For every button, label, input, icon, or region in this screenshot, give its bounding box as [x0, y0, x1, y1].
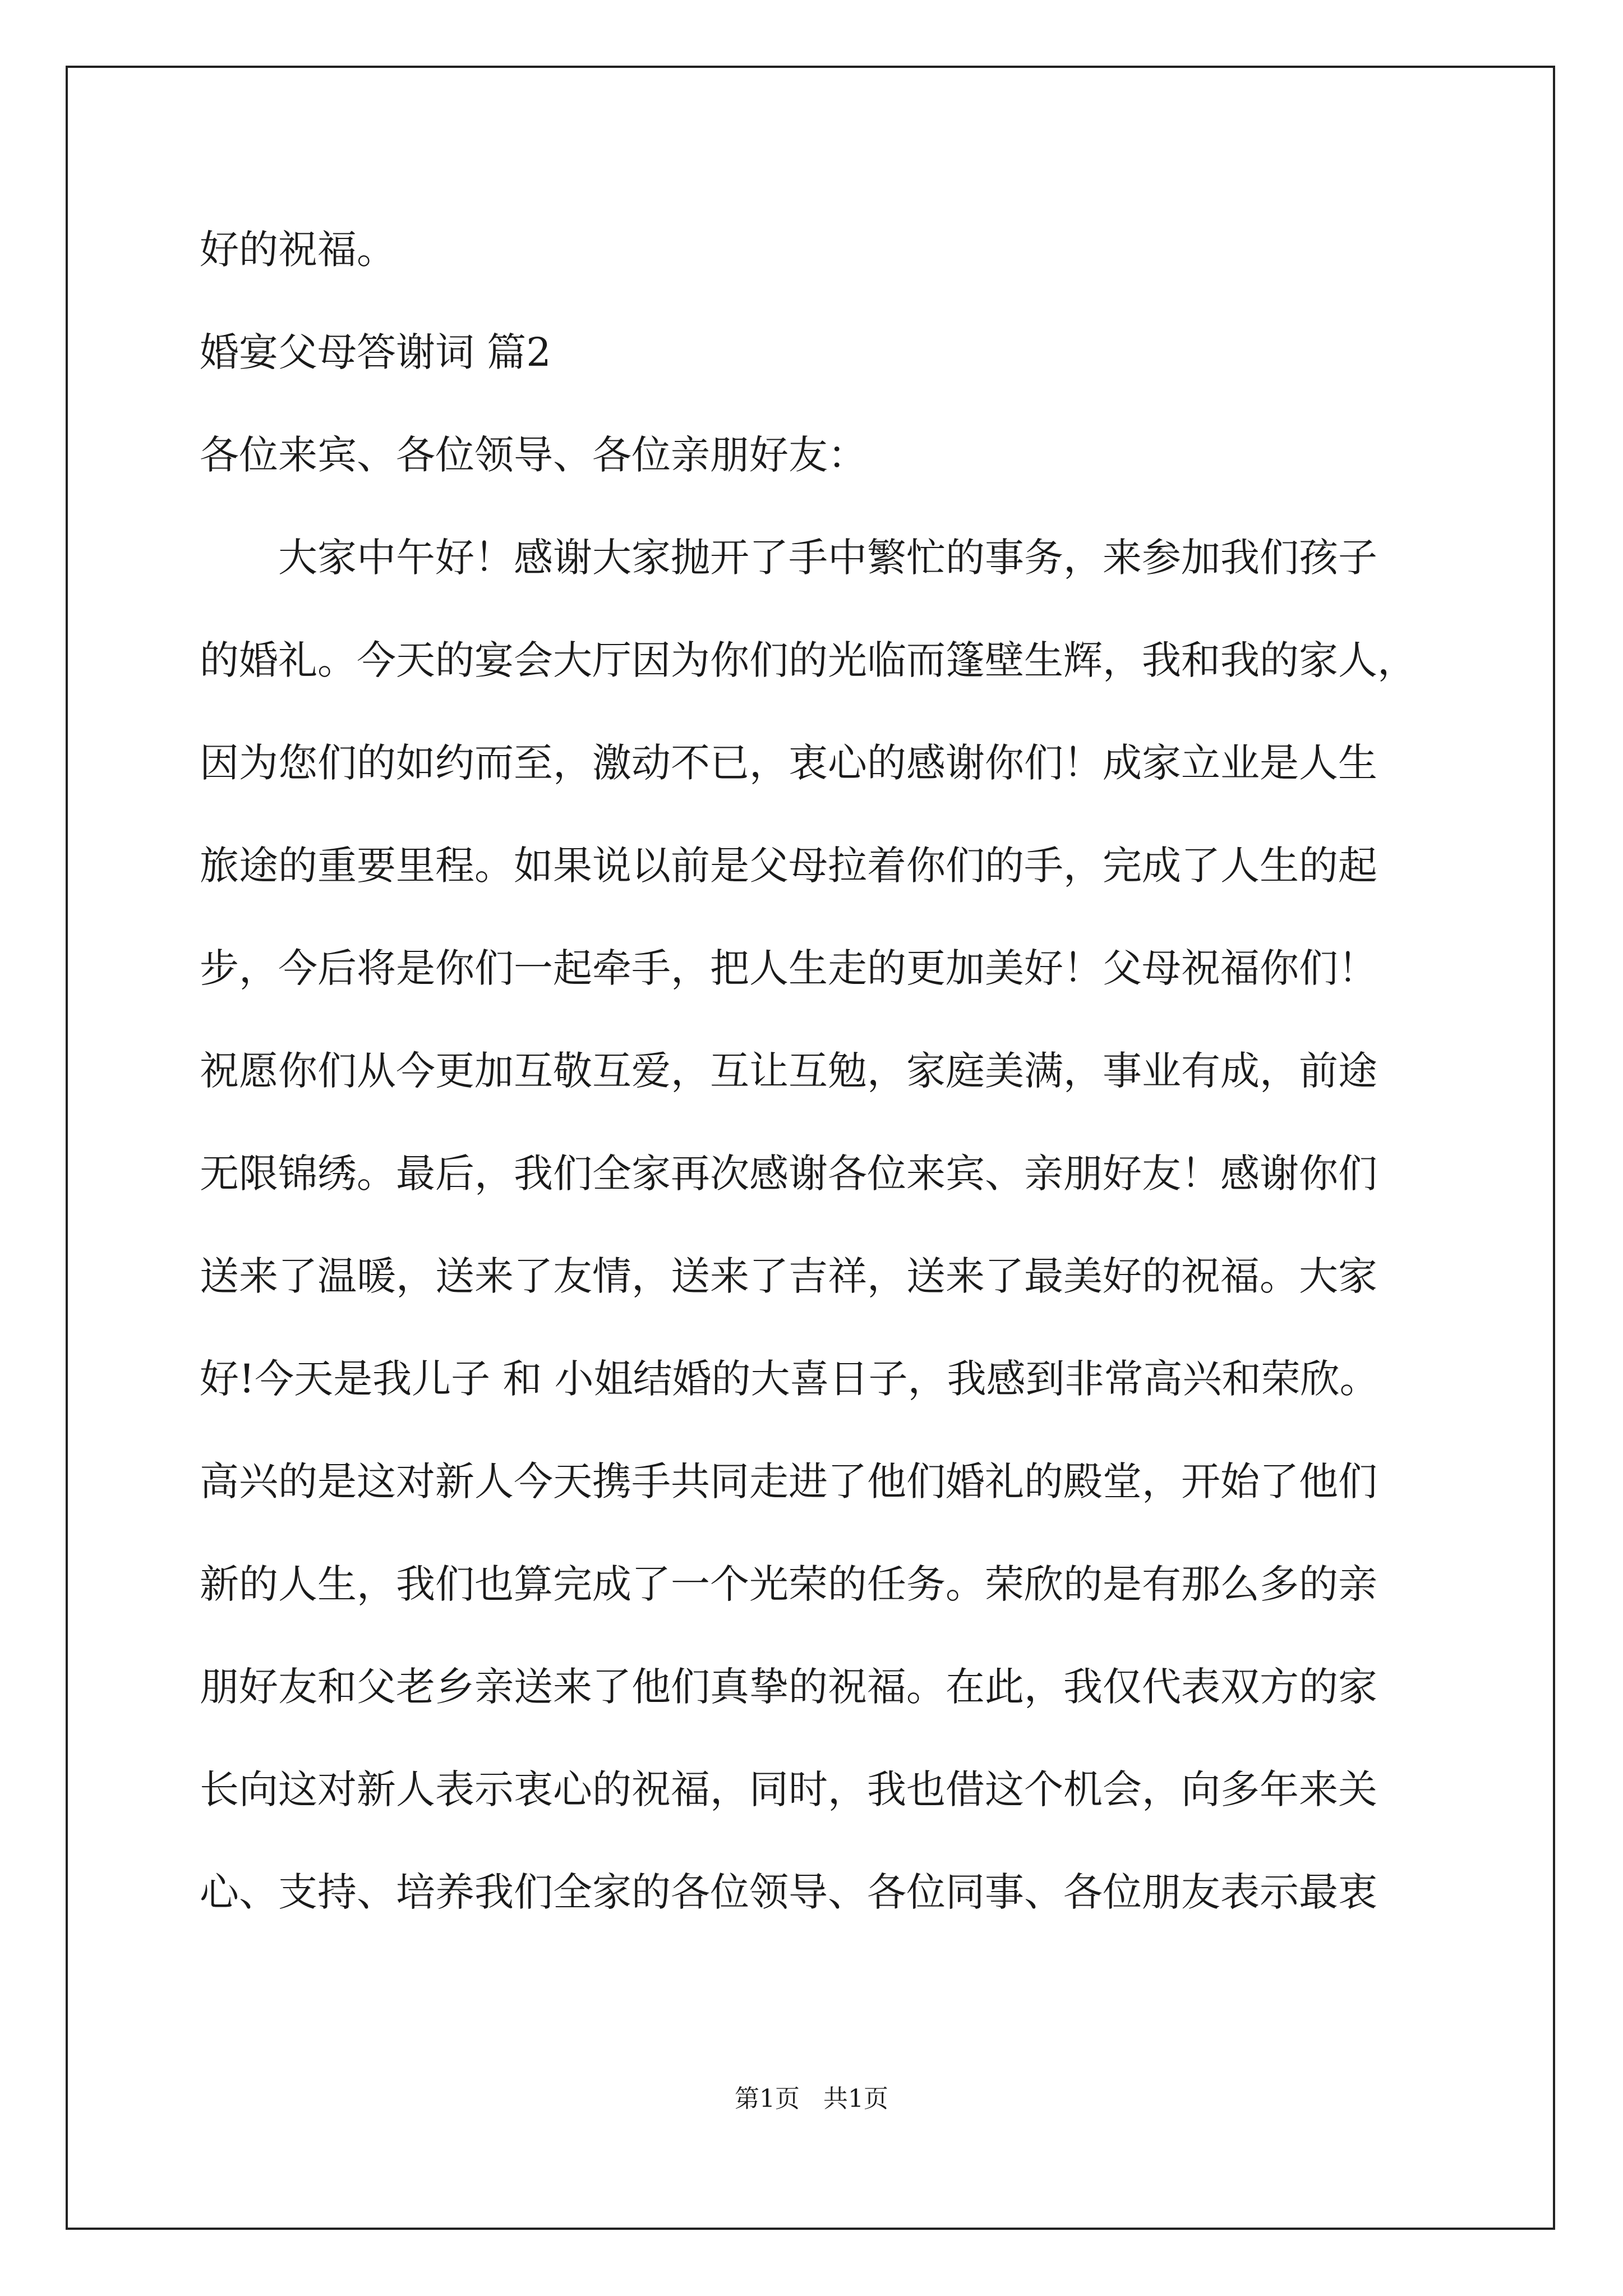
text-line: 好!今天是我儿子 和 小姐结婚的大喜日子，我感到非常高兴和荣欣。: [200, 1356, 1379, 1402]
text-line: 的婚礼。今天的宴会大厅因为你们的光临而篷壁生辉，我和我的家人，: [200, 637, 1417, 683]
text-line: 新的人生，我们也算完成了一个光荣的任务。荣欣的是有那么多的亲: [200, 1561, 1377, 1607]
text-line: 心、支持、培养我们全家的各位领导、各位同事、各位朋友表示最衷: [200, 1869, 1377, 1915]
page-footer: 第1页 共1页: [735, 2085, 888, 2113]
text-line: 祝愿你们从今更加互敬互爱，互让互勉，家庭美满，事业有成，前途: [200, 1048, 1377, 1094]
text-line: 长向这对新人表示衷心的祝福，同时，我也借这个机会，向多年来关: [200, 1766, 1377, 1812]
text-line: 好的祝福。: [200, 227, 396, 273]
section-heading: 婚宴父母答谢词 篇2: [200, 329, 551, 375]
text-line: 朋好友和父老乡亲送来了他们真挚的祝福。在此，我仅代表双方的家: [200, 1664, 1377, 1710]
text-line: 因为您们的如约而至，激动不已，衷心的感谢你们！成家立业是人生: [200, 740, 1377, 786]
text-line: 大家中午好！感谢大家抛开了手中繁忙的事务，来参加我们孩子: [278, 535, 1377, 581]
text-line: 无限锦绣。最后，我们全家再次感谢各位来宾、亲朋好友！感谢你们: [200, 1151, 1377, 1197]
text-line: 高兴的是这对新人今天携手共同走进了他们婚礼的殿堂，开始了他们: [200, 1458, 1377, 1504]
text-line: 旅途的重要里程。如果说以前是父母拉着你们的手，完成了人生的起: [200, 843, 1377, 889]
text-line: 步，今后将是你们一起牵手，把人生走的更加美好！父母祝福你们！: [200, 945, 1377, 991]
text-line: 送来了温暖，送来了友情，送来了吉祥，送来了最美好的祝福。大家: [200, 1253, 1377, 1299]
salutation: 各位来宾、各位领导、各位亲朋好友：: [200, 432, 867, 478]
